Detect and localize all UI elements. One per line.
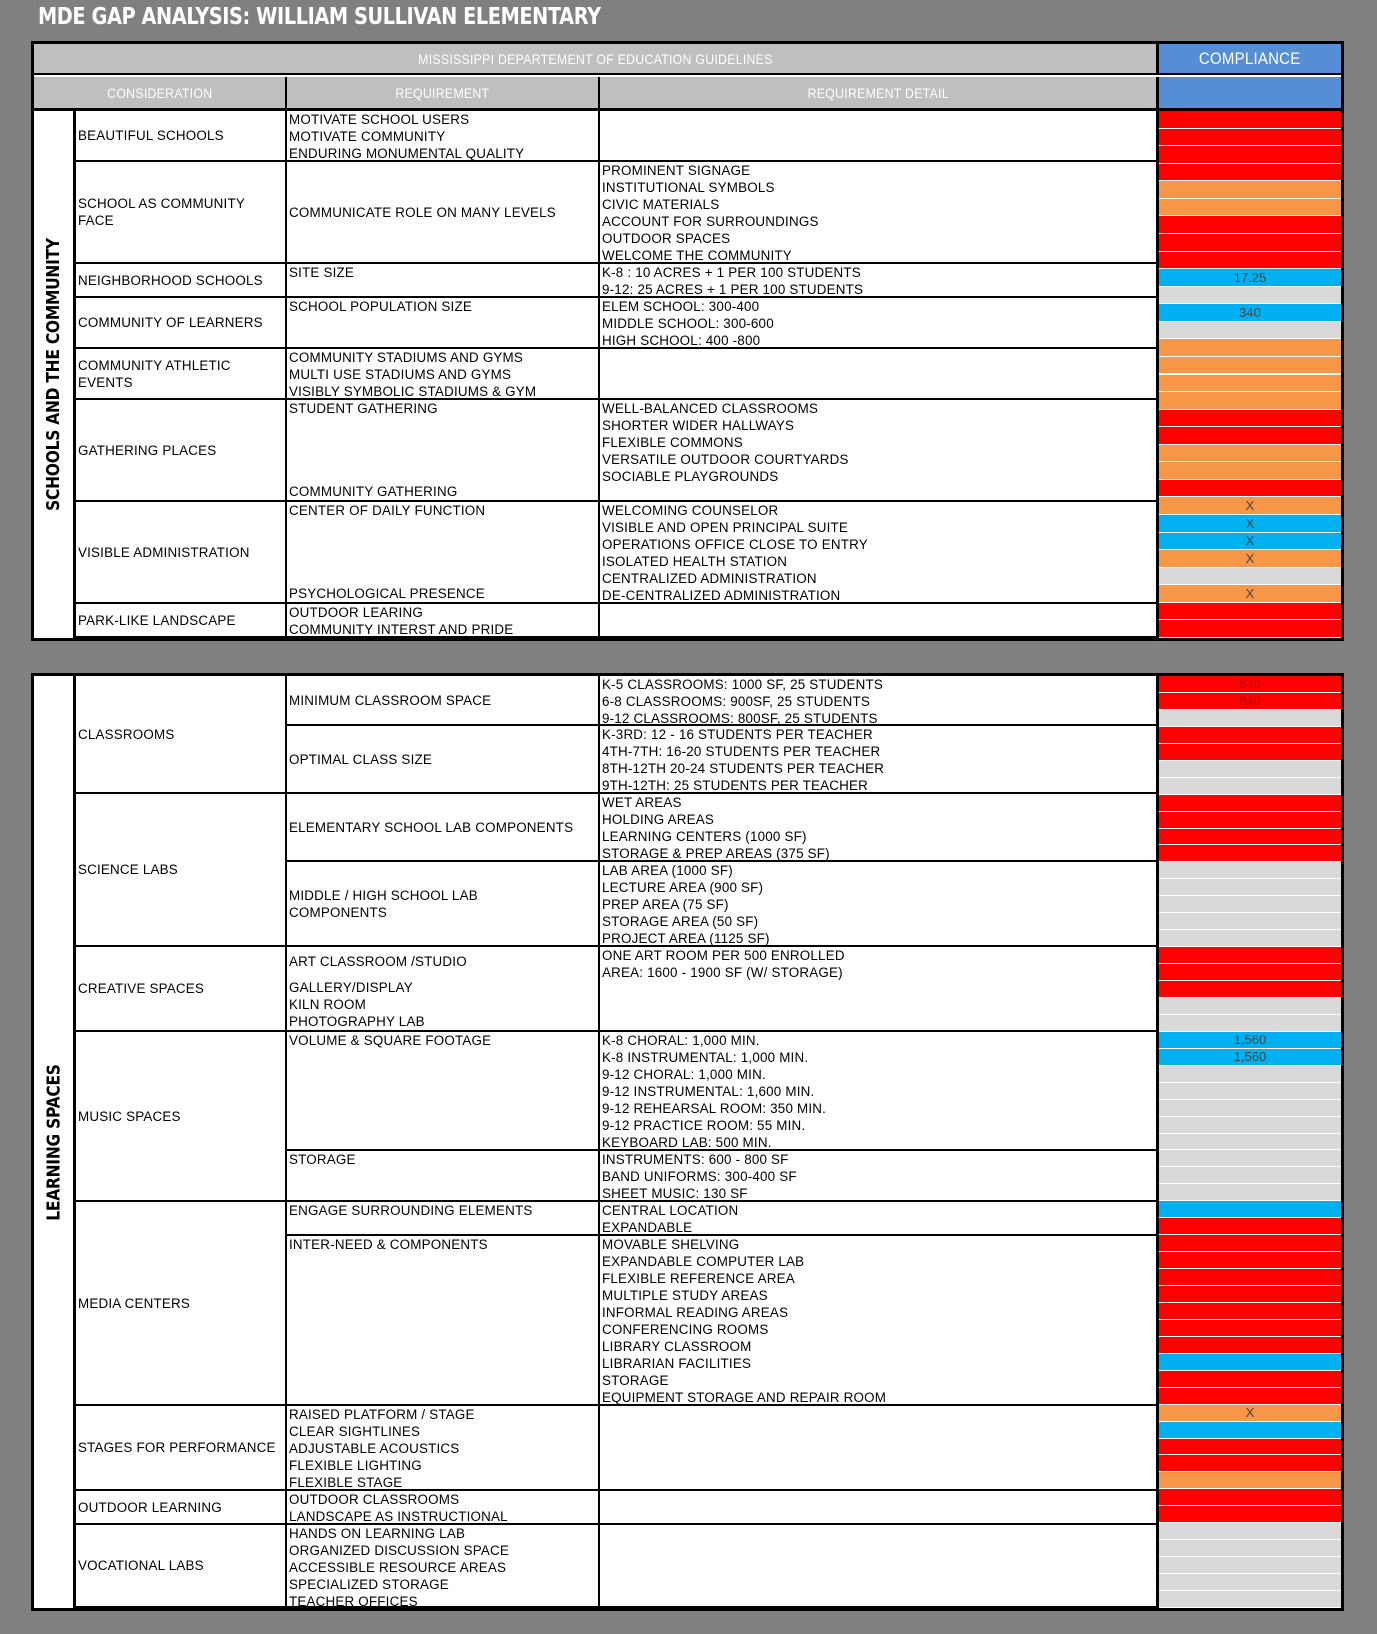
requirement-detail-cell bbox=[600, 1525, 1156, 1608]
compliance-bar bbox=[1159, 1286, 1341, 1303]
requirement-cell bbox=[287, 1202, 600, 1236]
cell-line: CENTRAL LOCATION bbox=[602, 1203, 739, 1218]
cell-line: K-8 CHORAL: 1,000 MIN. bbox=[602, 1033, 760, 1048]
cell-line: FLEXIBLE LIGHTING bbox=[289, 1458, 422, 1473]
requirement-detail-cell bbox=[600, 862, 1156, 947]
compliance-bar bbox=[1159, 1591, 1341, 1608]
requirement-detail-cell bbox=[600, 794, 1156, 862]
cell-line: OUTDOOR CLASSROOMS bbox=[289, 1492, 460, 1507]
compliance-bar bbox=[1159, 1574, 1341, 1591]
requirement-cell bbox=[287, 604, 600, 638]
consideration-cell bbox=[76, 111, 287, 162]
compliance-bar: X bbox=[1159, 497, 1341, 515]
consideration-cell bbox=[76, 1491, 287, 1525]
requirement-detail-cell bbox=[600, 604, 1156, 638]
cell-line: COMMUNITY INTERST AND PRIDE bbox=[289, 622, 514, 637]
cell-line: KILN ROOM bbox=[289, 997, 366, 1012]
requirement-group bbox=[289, 947, 598, 970]
consideration-cell bbox=[76, 1032, 287, 1202]
compliance-bar bbox=[1159, 981, 1341, 998]
requirement-detail-cell bbox=[600, 111, 1156, 162]
compliance-bar bbox=[1159, 1015, 1341, 1032]
compliance-bar: X bbox=[1159, 515, 1341, 533]
compliance-bar: 17.25 bbox=[1159, 269, 1341, 287]
compliance-bar bbox=[1159, 1422, 1341, 1439]
compliance-divider bbox=[1156, 676, 1159, 1608]
compliance-bar bbox=[1159, 427, 1341, 445]
compliance-bar bbox=[1159, 146, 1341, 164]
compliance-bar bbox=[1159, 1100, 1341, 1117]
cell-line: AREA: 1600 - 1900 SF (W/ STORAGE) bbox=[602, 965, 843, 980]
cell-line: VISIBLE AND OPEN PRINCIPAL SUITE bbox=[602, 520, 849, 535]
cell-line: PROMINENT SIGNAGE bbox=[602, 163, 751, 178]
compliance-bar bbox=[1159, 164, 1341, 182]
cell-line: SHORTER WIDER HALLWAYS bbox=[602, 418, 795, 433]
cell-line: OPERATIONS OFFICE CLOSE TO ENTRY bbox=[602, 537, 868, 552]
cell-line: K-8 : 10 ACRES + 1 PER 100 STUDENTS bbox=[602, 265, 861, 280]
compliance-bar bbox=[1159, 410, 1341, 428]
requirement-detail-cell bbox=[600, 1491, 1156, 1525]
cell-line: MULTI USE STADIUMS AND GYMS bbox=[289, 367, 512, 382]
consideration-label: SCIENCE LABS bbox=[78, 862, 178, 877]
compliance-bar bbox=[1159, 1252, 1341, 1269]
compliance-header: COMPLIANCE bbox=[1156, 44, 1341, 75]
requirement-header: REQUIREMENT bbox=[287, 77, 600, 111]
requirement-detail-cell bbox=[600, 162, 1156, 264]
requirement-cell bbox=[287, 162, 600, 264]
compliance-bar bbox=[1159, 829, 1341, 846]
requirement-cell bbox=[287, 1032, 600, 1151]
consideration-label: VISIBLE ADMINISTRATION bbox=[78, 544, 250, 560]
cell-line: SITE SIZE bbox=[289, 265, 355, 280]
compliance-bar bbox=[1159, 1557, 1341, 1574]
compliance-bar bbox=[1159, 462, 1341, 480]
cell-line: BAND UNIFORMS: 300-400 SF bbox=[602, 1169, 797, 1184]
compliance-bar: 1,560 bbox=[1159, 1032, 1341, 1049]
consideration-label: NEIGHBORHOOD SCHOOLS bbox=[78, 272, 263, 288]
consideration-label: MEDIA CENTERS bbox=[78, 1295, 190, 1311]
consideration-label: STAGES FOR PERFORMANCE bbox=[78, 1440, 276, 1455]
compliance-bar: X bbox=[1159, 1405, 1341, 1422]
compliance-bar bbox=[1159, 1388, 1341, 1405]
consideration-label: GATHERING PLACES bbox=[78, 442, 217, 458]
compliance-bar bbox=[1159, 339, 1341, 357]
cell-line: INTER-NEED & COMPONENTS bbox=[289, 1237, 488, 1252]
compliance-bar bbox=[1159, 1489, 1341, 1506]
compliance-bar bbox=[1159, 710, 1341, 727]
consideration-cell bbox=[76, 1406, 287, 1491]
cell-line: LECTURE AREA (900 SF) bbox=[602, 880, 764, 895]
consideration-header: CONSIDERATION bbox=[34, 77, 287, 111]
cell-line: INSTRUMENTS: 600 - 800 SF bbox=[602, 1152, 789, 1167]
cell-line: STORAGE bbox=[602, 1373, 669, 1388]
cell-line: LANDSCAPE AS INSTRUCTIONAL bbox=[289, 1509, 508, 1524]
compliance-bar bbox=[1159, 287, 1341, 305]
cell-line: CENTER OF DAILY FUNCTION bbox=[289, 503, 486, 518]
compliance-bar bbox=[1159, 1083, 1341, 1100]
compliance-bar bbox=[1159, 1506, 1341, 1523]
requirement-detail-cell bbox=[600, 298, 1156, 349]
cell-line: STUDENT GATHERING bbox=[289, 401, 438, 416]
compliance-bar bbox=[1159, 1150, 1341, 1167]
consideration-cell bbox=[76, 502, 287, 604]
compliance-bar bbox=[1159, 947, 1341, 964]
cell-line: COMMUNITY STADIUMS AND GYMS bbox=[289, 350, 524, 365]
cell-line: 9-12 CHORAL: 1,000 MIN. bbox=[602, 1067, 766, 1082]
requirement-cell bbox=[287, 502, 600, 604]
compliance-bar bbox=[1159, 1354, 1341, 1371]
compliance-subheader bbox=[1156, 77, 1341, 111]
compliance-bar bbox=[1159, 744, 1341, 761]
cell-line: ACCOUNT FOR SURROUNDINGS bbox=[602, 214, 819, 229]
cell-line: CLEAR SIGHTLINES bbox=[289, 1424, 421, 1439]
consideration-cell bbox=[76, 264, 287, 298]
cell-line: INFORMAL READING AREAS bbox=[602, 1305, 789, 1320]
requirement-cell bbox=[287, 1406, 600, 1491]
requirement-cell bbox=[287, 862, 600, 947]
compliance-bar bbox=[1159, 778, 1341, 795]
compliance-bar bbox=[1159, 322, 1341, 340]
requirement-group bbox=[289, 979, 598, 1030]
cell-line: RAISED PLATFORM / STAGE bbox=[289, 1407, 475, 1422]
cell-line: TEACHER OFFICES bbox=[289, 1594, 418, 1608]
section-label-schools-community: SCHOOLS AND THE COMMUNITY bbox=[34, 111, 76, 638]
cell-line: COMMUNICATE ROLE ON MANY LEVELS bbox=[289, 204, 556, 220]
compliance-bar bbox=[1159, 568, 1341, 586]
consideration-cell bbox=[76, 1525, 287, 1608]
cell-line: STORAGE AREA (50 SF) bbox=[602, 914, 759, 929]
cell-line: EQUIPMENT STORAGE AND REPAIR ROOM bbox=[602, 1390, 887, 1405]
cell-line: COMMUNITY GATHERING bbox=[289, 484, 458, 499]
cell-line: SHEET MUSIC: 130 SF bbox=[602, 1186, 748, 1201]
compliance-bar bbox=[1159, 1523, 1341, 1540]
compliance-bar bbox=[1159, 1320, 1341, 1337]
cell-line: 6-8 CLASSROOMS: 900SF, 25 STUDENTS bbox=[602, 694, 871, 709]
compliance-bar bbox=[1159, 1540, 1341, 1557]
cell-line: GALLERY/DISPLAY bbox=[289, 980, 413, 995]
cell-line: SCHOOL POPULATION SIZE bbox=[289, 299, 472, 314]
requirement-cell bbox=[287, 1236, 600, 1406]
cell-line: MOVABLE SHELVING bbox=[602, 1237, 740, 1252]
compliance-bar bbox=[1159, 913, 1341, 930]
compliance-bar bbox=[1159, 998, 1341, 1015]
compliance-bar bbox=[1159, 199, 1341, 217]
requirement-cell bbox=[287, 1525, 600, 1608]
consideration-label: MUSIC SPACES bbox=[78, 1108, 181, 1124]
cell-line: 8TH-12TH 20-24 STUDENTS PER TEACHER bbox=[602, 761, 885, 776]
compliance-bar bbox=[1159, 1337, 1341, 1354]
cell-line: 9TH-12TH: 25 STUDENTS PER TEACHER bbox=[602, 778, 869, 793]
compliance-bar bbox=[1159, 392, 1341, 410]
consideration-cell bbox=[76, 349, 287, 400]
compliance-bar bbox=[1159, 1201, 1341, 1218]
compliance-bar bbox=[1159, 845, 1341, 862]
cell-line: SCHOOL AS COMMUNITY bbox=[78, 196, 245, 211]
consideration-label: BEAUTIFUL SCHOOLS bbox=[78, 128, 224, 143]
cell-line: MOTIVATE SCHOOL USERS bbox=[289, 112, 470, 127]
compliance-bar bbox=[1159, 1066, 1341, 1083]
cell-line: VOLUME & SQUARE FOOTAGE bbox=[289, 1033, 492, 1048]
cell-line: DE-CENTRALIZED ADMINISTRATION bbox=[602, 588, 841, 603]
compliance-bar: 340 bbox=[1159, 304, 1341, 322]
cell-line: LIBRARIAN FACILITIES bbox=[602, 1356, 752, 1371]
requirement-detail-cell bbox=[600, 264, 1156, 298]
compliance-bar bbox=[1159, 111, 1341, 129]
cell-line: SPECIALIZED STORAGE bbox=[289, 1577, 449, 1592]
cell-line: WET AREAS bbox=[602, 795, 682, 810]
cell-line: STORAGE & PREP AREAS (375 SF) bbox=[602, 846, 830, 861]
cell-line: ISOLATED HEALTH STATION bbox=[602, 554, 788, 569]
cell-line: CIVIC MATERIALS bbox=[602, 197, 720, 212]
consideration-cell bbox=[76, 298, 287, 349]
requirement-detail-cell bbox=[600, 400, 1156, 502]
cell-line: FACE bbox=[78, 213, 114, 228]
consideration-label: COMMUNITY OF LEARNERS bbox=[78, 315, 263, 330]
consideration-label: VOCATIONAL LABS bbox=[78, 1558, 204, 1573]
requirement-cell bbox=[287, 111, 600, 162]
compliance-bar bbox=[1159, 1439, 1341, 1456]
cell-line: PSYCHOLOGICAL PRESENCE bbox=[289, 586, 485, 601]
cell-line: MOTIVATE COMMUNITY bbox=[289, 129, 446, 144]
requirement-cell bbox=[287, 726, 600, 794]
compliance-bar bbox=[1159, 181, 1341, 199]
requirement-cell bbox=[287, 400, 600, 502]
compliance-bar bbox=[1159, 480, 1341, 498]
cell-line: 9-12 REHEARSAL ROOM: 350 MIN. bbox=[602, 1101, 827, 1116]
compliance-bar bbox=[1159, 1235, 1341, 1252]
requirement-detail-cell bbox=[600, 1151, 1156, 1202]
compliance-bar bbox=[1159, 727, 1341, 744]
cell-line: WELL-BALANCED CLASSROOMS bbox=[602, 401, 819, 416]
cell-line: CONFERENCING ROOMS bbox=[602, 1322, 769, 1337]
cell-line: SOCIABLE PLAYGROUNDS bbox=[602, 469, 779, 484]
compliance-bar bbox=[1159, 375, 1341, 393]
cell-line: EXPANDABLE bbox=[602, 1220, 693, 1235]
cell-line: WELCOME THE COMMUNITY bbox=[602, 248, 792, 263]
compliance-bar: 1,560 bbox=[1159, 1049, 1341, 1066]
cell-line: ELEM SCHOOL: 300-400 bbox=[602, 299, 760, 314]
cell-line: KEYBOARD LAB: 500 MIN. bbox=[602, 1135, 772, 1150]
compliance-bar: X bbox=[1159, 585, 1341, 603]
compliance-bar bbox=[1159, 129, 1341, 147]
requirement-detail-cell bbox=[600, 676, 1156, 726]
requirement-cell bbox=[287, 349, 600, 400]
cell-line: LAB AREA (1000 SF) bbox=[602, 863, 733, 878]
cell-line: ELEMENTARY SCHOOL LAB COMPONENTS bbox=[289, 819, 574, 835]
cell-line: OUTDOOR SPACES bbox=[602, 231, 731, 246]
cell-line: 9-12 CLASSROOMS: 800SF, 25 STUDENTS bbox=[602, 711, 878, 726]
requirement-cell bbox=[287, 794, 600, 862]
page-title: MDE GAP ANALYSIS: WILLIAM SULLIVAN ELEMENTARY bbox=[38, 4, 601, 30]
cell-line: 9-12 INSTRUMENTAL: 1,600 MIN. bbox=[602, 1084, 815, 1099]
cell-line: ART CLASSROOM /STUDIO bbox=[289, 954, 467, 969]
compliance-bar bbox=[1159, 603, 1341, 621]
compliance-bar bbox=[1159, 252, 1341, 270]
cell-line: STORAGE bbox=[289, 1152, 356, 1167]
compliance-bar bbox=[1159, 357, 1341, 375]
compliance-bar bbox=[1159, 216, 1341, 234]
requirement-cell bbox=[287, 676, 600, 726]
compliance-divider bbox=[1156, 111, 1159, 638]
requirement-detail-cell bbox=[600, 1032, 1156, 1151]
compliance-bar bbox=[1159, 1117, 1341, 1134]
compliance-bar bbox=[1159, 1269, 1341, 1286]
cell-line: 4TH-7TH: 16-20 STUDENTS PER TEACHER bbox=[602, 744, 881, 759]
compliance-bar: 840 bbox=[1159, 693, 1341, 710]
cell-line: VISIBLY SYMBOLIC STADIUMS & GYM bbox=[289, 384, 537, 399]
requirement-cell bbox=[287, 298, 600, 349]
section-label-learning-spaces: LEARNING SPACES bbox=[34, 676, 76, 1608]
cell-line: PREP AREA (75 SF) bbox=[602, 897, 729, 912]
consideration-cell bbox=[76, 604, 287, 638]
requirement-detail-cell bbox=[600, 349, 1156, 400]
consideration-cell bbox=[76, 947, 287, 1032]
requirement-detail-cell bbox=[600, 947, 1156, 1032]
cell-line: ENGAGE SURROUNDING ELEMENTS bbox=[289, 1203, 533, 1218]
requirement-detail-cell bbox=[600, 1236, 1156, 1406]
consideration-cell bbox=[76, 676, 287, 794]
compliance-bar bbox=[1159, 862, 1341, 879]
consideration-label: OUTDOOR LEARNING bbox=[78, 1499, 222, 1515]
cell-line: MIDDLE SCHOOL: 300-600 bbox=[602, 316, 774, 331]
cell-line: MULTIPLE STUDY AREAS bbox=[602, 1288, 768, 1303]
cell-line: COMPONENTS bbox=[289, 904, 387, 920]
compliance-bar: X bbox=[1159, 533, 1341, 551]
cell-line: MINIMUM CLASSROOM SPACE bbox=[289, 692, 492, 708]
compliance-bar: X bbox=[1159, 550, 1341, 568]
cell-line: VERSATILE OUTDOOR COURTYARDS bbox=[602, 452, 849, 467]
cell-line: K-8 INSTRUMENTAL: 1,000 MIN. bbox=[602, 1050, 809, 1065]
requirement-detail-cell bbox=[600, 1202, 1156, 1236]
consideration-cell bbox=[76, 794, 287, 947]
compliance-bar bbox=[1159, 1455, 1341, 1472]
compliance-bar bbox=[1159, 896, 1341, 913]
cell-line: ONE ART ROOM PER 500 ENROLLED bbox=[602, 948, 845, 963]
compliance-bar bbox=[1159, 1303, 1341, 1320]
consideration-cell bbox=[76, 1202, 287, 1406]
compliance-bar bbox=[1159, 930, 1341, 947]
compliance-bar bbox=[1159, 795, 1341, 812]
cell-line: ENDURING MONUMENTAL QUALITY bbox=[289, 146, 525, 161]
cell-line: EXPANDABLE COMPUTER LAB bbox=[602, 1254, 805, 1269]
consideration-cell bbox=[76, 400, 287, 502]
cell-line: COMMUNITY ATHLETIC bbox=[78, 357, 231, 373]
compliance-bar bbox=[1159, 879, 1341, 896]
guidelines-header: MISSISSIPPI DEPARTEMENT OF EDUCATION GUIDELINES bbox=[34, 44, 1156, 75]
cell-line: ADJUSTABLE ACOUSTICS bbox=[289, 1441, 460, 1456]
compliance-bar bbox=[1159, 1472, 1341, 1489]
compliance-bar bbox=[1159, 445, 1341, 463]
cell-line: PROJECT AREA (1125 SF) bbox=[602, 931, 770, 946]
consideration-cell bbox=[76, 162, 287, 264]
requirement-detail-cell bbox=[600, 1406, 1156, 1491]
cell-line: FLEXIBLE STAGE bbox=[289, 1475, 403, 1490]
requirement-cell bbox=[287, 947, 600, 1032]
compliance-bar bbox=[1159, 1167, 1341, 1184]
consideration-label: CLASSROOMS bbox=[78, 726, 175, 742]
cell-line: WELCOMING COUNSELOR bbox=[602, 503, 779, 518]
cell-line: K-5 CLASSROOMS: 1000 SF, 25 STUDENTS bbox=[602, 677, 884, 692]
requirement-detail-header: REQUIREMENT DETAIL bbox=[600, 77, 1156, 111]
requirement-cell bbox=[287, 1151, 600, 1202]
compliance-bar bbox=[1159, 1134, 1341, 1151]
consideration-label: PARK-LIKE LANDSCAPE bbox=[78, 612, 236, 628]
compliance-bar bbox=[1159, 812, 1341, 829]
cell-line: ORGANIZED DISCUSSION SPACE bbox=[289, 1543, 509, 1558]
cell-line: FLEXIBLE REFERENCE AREA bbox=[602, 1271, 795, 1286]
cell-line: HOLDING AREAS bbox=[602, 812, 714, 827]
compliance-bar: 840 bbox=[1159, 676, 1341, 693]
cell-line: LEARNING CENTERS (1000 SF) bbox=[602, 829, 807, 844]
cell-line: LIBRARY CLASSROOM bbox=[602, 1339, 752, 1354]
compliance-bar bbox=[1159, 1371, 1341, 1388]
cell-line: ACCESSIBLE RESOURCE AREAS bbox=[289, 1560, 507, 1575]
cell-line: K-3RD: 12 - 16 STUDENTS PER TEACHER bbox=[602, 727, 873, 742]
requirement-detail-cell bbox=[600, 726, 1156, 794]
cell-line: HIGH SCHOOL: 400 -800 bbox=[602, 333, 761, 348]
compliance-bar bbox=[1159, 964, 1341, 981]
compliance-bar bbox=[1159, 234, 1341, 252]
compliance-bar bbox=[1159, 761, 1341, 778]
requirement-cell bbox=[287, 264, 600, 298]
cell-line: INSTITUTIONAL SYMBOLS bbox=[602, 180, 775, 195]
cell-line: 9-12: 25 ACRES + 1 PER 100 STUDENTS bbox=[602, 282, 864, 297]
cell-line: FLEXIBLE COMMONS bbox=[602, 435, 743, 450]
cell-line: PHOTOGRAPHY LAB bbox=[289, 1014, 425, 1029]
compliance-bar bbox=[1159, 620, 1341, 638]
cell-line: OUTDOOR LEARING bbox=[289, 605, 423, 620]
cell-line: MIDDLE / HIGH SCHOOL LAB bbox=[289, 887, 478, 903]
consideration-label: CREATIVE SPACES bbox=[78, 981, 205, 996]
cell-line: EVENTS bbox=[78, 374, 133, 390]
cell-line: OPTIMAL CLASS SIZE bbox=[289, 751, 432, 767]
cell-line: 9-12 PRACTICE ROOM: 55 MIN. bbox=[602, 1118, 806, 1133]
requirement-detail-cell bbox=[600, 502, 1156, 604]
compliance-bar bbox=[1159, 1184, 1341, 1201]
requirement-cell bbox=[287, 1491, 600, 1525]
cell-line: CENTRALIZED ADMINISTRATION bbox=[602, 571, 817, 586]
compliance-bar bbox=[1159, 1218, 1341, 1235]
cell-line: HANDS ON LEARNING LAB bbox=[289, 1526, 466, 1541]
